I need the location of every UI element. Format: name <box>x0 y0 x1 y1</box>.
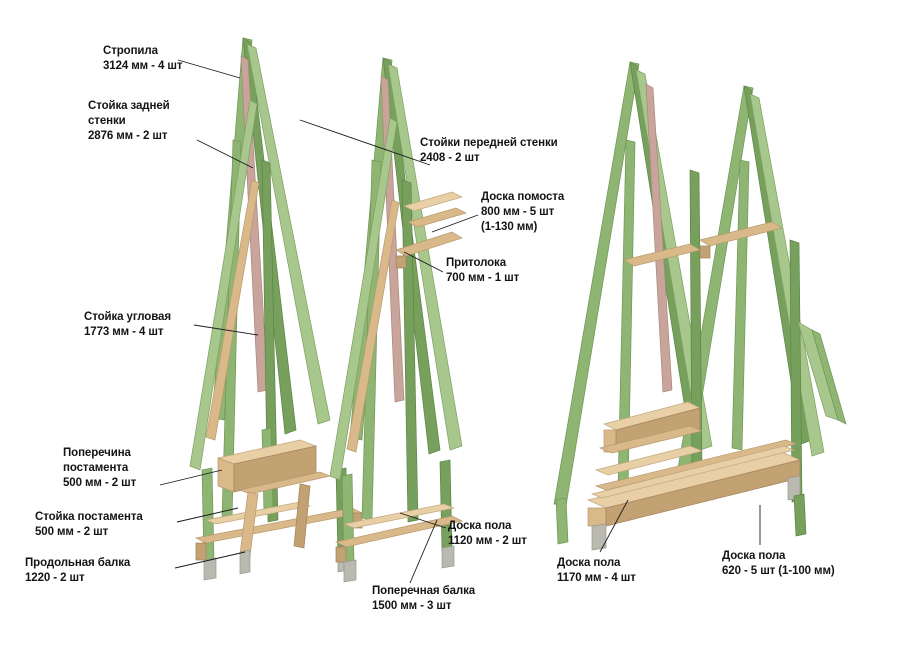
callout-label-floor-board-1120 <box>448 519 527 549</box>
callout-line: Стойка угловая <box>84 311 171 323</box>
callout-label-pedestal-post <box>35 510 143 540</box>
callout-line: Стропила <box>103 45 158 57</box>
callout-label-back-wall-post <box>88 99 170 144</box>
callout-line: Поперечная балка <box>372 585 476 597</box>
callout-line: Стойка задней <box>88 100 170 112</box>
callout-line: стенки <box>88 115 126 127</box>
callout-line: 1170 мм - 4 шт <box>557 572 636 584</box>
callout-line: Стойки передней стенки <box>420 137 558 149</box>
callout-label-floor-board-1170 <box>557 556 636 586</box>
callout-label-longitudinal-beam <box>25 556 130 586</box>
callout-line: Доска помоста <box>481 191 565 203</box>
callout-line: Стойка постамента <box>35 511 143 523</box>
callout-line: Доска пола <box>557 557 621 569</box>
callout-line: 2408 - 2 шт <box>420 152 480 164</box>
callout-line: (1-130 мм) <box>481 221 538 233</box>
callout-label-rafters <box>103 44 182 74</box>
callout-line: Поперечина <box>63 447 131 459</box>
callout-line: 500 мм - 2 шт <box>35 526 109 538</box>
callout-line: 1773 мм - 4 шт <box>84 326 164 338</box>
callout-label-pedestal-crossbar <box>63 446 136 491</box>
callout-line: 1120 мм - 2 шт <box>448 535 527 547</box>
callout-label-platform-board <box>481 190 564 235</box>
callout-line: Продольная балка <box>25 557 131 569</box>
callout-label-cross-beam <box>372 584 475 614</box>
callout-line: постамента <box>63 462 129 474</box>
callout-line: 1220 - 2 шт <box>25 572 85 584</box>
callout-line: 2876 мм - 2 шт <box>88 130 168 142</box>
callout-line: 800 мм - 5 шт <box>481 206 555 218</box>
callout-line: Доска пола <box>722 550 786 562</box>
callout-label-lintel <box>446 256 519 286</box>
callout-label-corner-post <box>84 310 171 340</box>
left-frame <box>190 38 362 580</box>
right-assembly <box>554 62 846 550</box>
callout-label-front-wall-posts <box>420 136 558 166</box>
callout-line: 3124 мм - 4 шт <box>103 60 183 72</box>
callout-line: Доска пола <box>448 520 512 532</box>
callout-line: 700 мм - 1 шт <box>446 272 520 284</box>
callout-line: 500 мм - 2 шт <box>63 477 137 489</box>
callout-line: Притолока <box>446 257 507 269</box>
callout-line: 1500 мм - 3 шт <box>372 600 452 612</box>
callout-line: 620 - 5 шт (1-100 мм) <box>722 565 835 577</box>
callout-label-floor-board-620 <box>722 549 835 579</box>
